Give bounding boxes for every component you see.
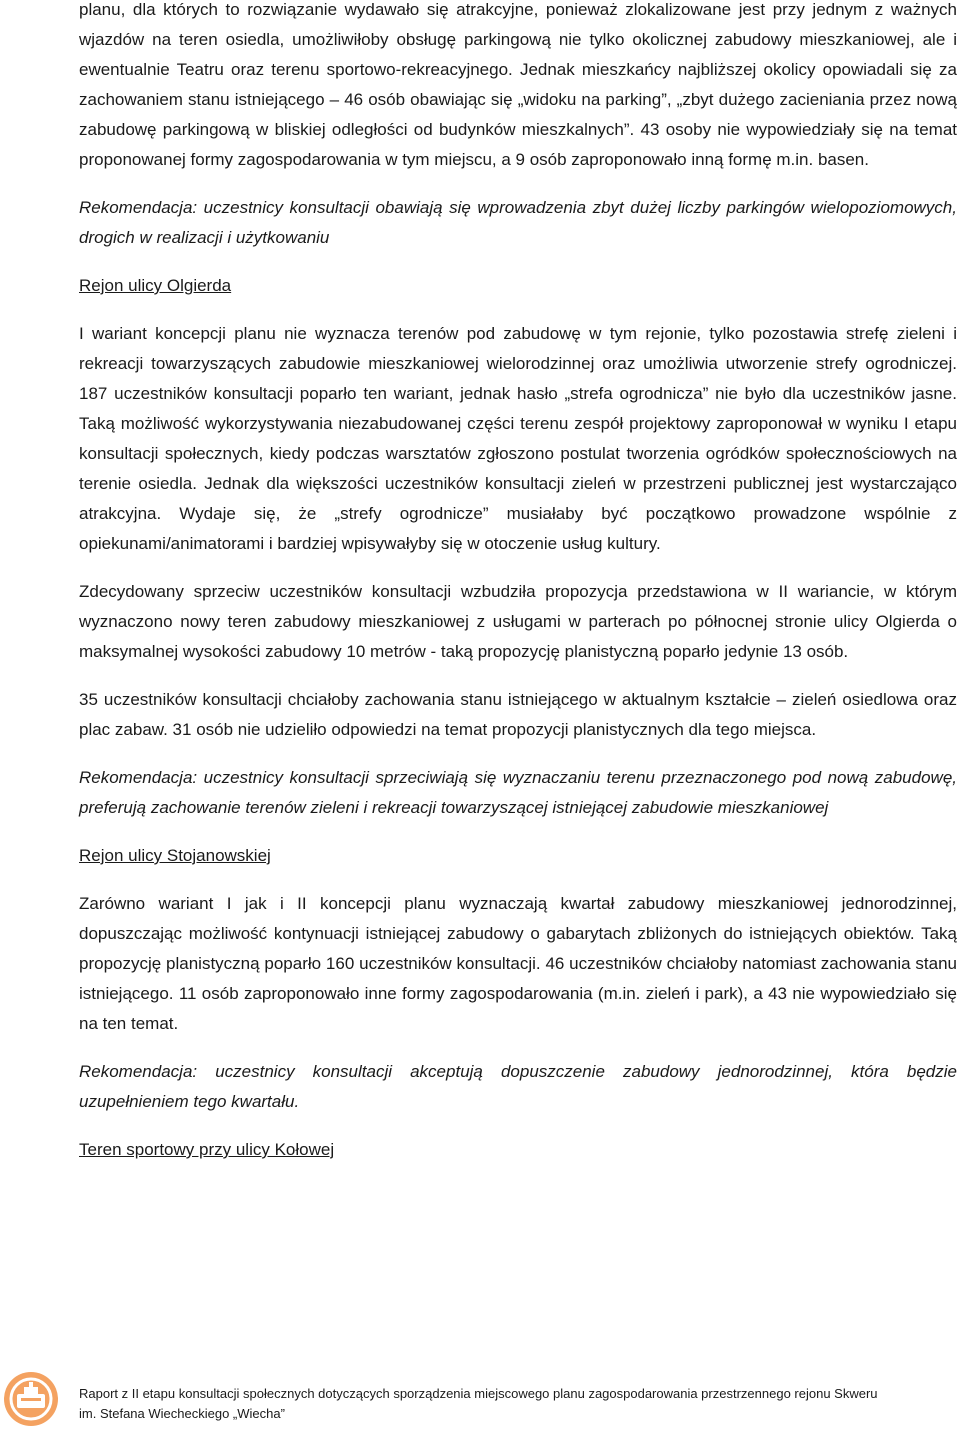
paragraph-olgierda-variant1: I wariant koncepcji planu nie wyznacza terenów pod zabudowę w tym rejonie, tylko pozostawia strefę zieleni i rekreacji towarzyszących zabudowie mieszkaniowej wielorodzinnej oraz umożliwia utworzenie strefy ogrodniczej. 187 uczestników konsultacji poparło ten wariant, jednak hasło „strefa ogrodnicza” nie było dla uczestników jasne. Taką możliwość wykorzystywania niezabudowanej części terenu zespół projektowy zaproponował w wyniku I etapu konsultacji społecznych, kiedy podczas warsztatów zgłoszono postulat tworzenia ogródków społecznościowych na terenie osiedla. Jednak dla większości uczestników konsultacji zieleń w przestrzeni publicznej jest wystarczająco atrakcyjna. Wydaje się, że „strefy ogrodnicze” musiałaby być początkowo prowadzone wspólnie z opiekunami/animatorami i bardziej wpisywałyby się w otoczenie usług kultury. [79, 324, 957, 553]
paragraph-olgierda-variant2: Zdecydowany sprzeciw uczestników konsultacji wzbudziła propozycja przedstawiona w II wariancie, w którym wyznaczono nowy teren zabudowy mieszkaniowej z usługami w parterach po północnej stronie ulicy Olgierda o maksymalnej wysokości zabudowy 10 metrów - taką propozycję planistyczną poparło jedynie 13 osób. [79, 582, 957, 661]
paragraph-intro: planu, dla których to rozwiązanie wydawało się atrakcyjne, ponieważ zlokalizowane jest przy jednym z ważnych wjazdów na teren osiedla, umożliwiłoby obsługę parkingową nie tylko okolicznej zabudowy mieszkaniowej, ale i ewentualnie Teatru oraz terenu sportowo-rekreacyjnego. Jednak mieszkańcy najbliższej okolicy opowiadali się za zachowaniem stanu istniejącego – 46 osób obawiając się „widoku na parking”, „zbyt dużego zacieniania przez nową zabudowę parkingową w bliskiej odległości od budynków mieszkalnych”. 43 osoby nie wypowiedziały się na temat proponowanej formy zagospodarowania w tym miejscu, a 9 osób zaproponowało inną formę m.in. basen. [79, 0, 957, 169]
heading-kolowej: Teren sportowy przy ulicy Kołowej [79, 1140, 335, 1159]
consultation-logo-icon [2, 1370, 60, 1428]
recommendation-olgierda: Rekomendacja: uczestnicy konsultacji sprzeciwiają się wyznaczaniu terenu przeznaczonego pod nową zabudowę, preferują zachowanie terenów zieleni i rekreacji towarzyszącej istniejącej zabudowie mieszkaniowej [79, 768, 957, 817]
paragraph-stojanowskiej: Zarówno wariant I jak i II koncepcji planu wyznaczają kwartał zabudowy mieszkaniowej jednorodzinnej, dopuszczając możliwość kontynuacji istniejącej zabudowy o gabarytach zbliżonych do istniejących obiektów. Taką propozycję planistyczną poparło 160 uczestników konsultacji. 46 uczestników chciałoby natomiast zachowania stanu istniejącego. 11 osób zaproponowało inne formy zagospodarowania (m.in. zieleń i park), a 43 nie wypowiedziało się na ten temat. [79, 894, 957, 1033]
heading-stojanowskiej: Rejon ulicy Stojanowskiej [79, 846, 271, 865]
page-footer [0, 1370, 960, 1436]
footer-text [79, 1384, 957, 1424]
paragraph-olgierda-existing: 35 uczestników konsultacji chciałoby zachowania stanu istniejącego w aktualnym kształcie – zieleń osiedlowa oraz plac zabaw. 31 osób nie udzieliło odpowiedzi na temat propozycji planistycznych dla tego miejsca. [79, 690, 957, 739]
recommendation-parking: Rekomendacja: uczestnicy konsultacji obawiają się wprowadzenia zbyt dużej liczby parkingów wielopoziomowych, drogich w realizacji i użytkowaniu [79, 198, 957, 247]
heading-olgierda: Rejon ulicy Olgierda [79, 276, 232, 295]
recommendation-stojanowskiej: Rekomendacja: uczestnicy konsultacji akceptują dopuszczenie zabudowy jednorodzinnej, która będzie uzupełnieniem tego kwartału. [79, 1062, 957, 1111]
footer-line-1: Raport z II etapu konsultacji społecznych dotyczących sporządzenia miejscowego planu zagospodarowania przestrzennego rejonu Skweru [79, 1386, 878, 1401]
footer-line-2: im. Stefana Wiecheckiego „Wiecha” [79, 1406, 285, 1421]
document-page [79, 0, 957, 1165]
